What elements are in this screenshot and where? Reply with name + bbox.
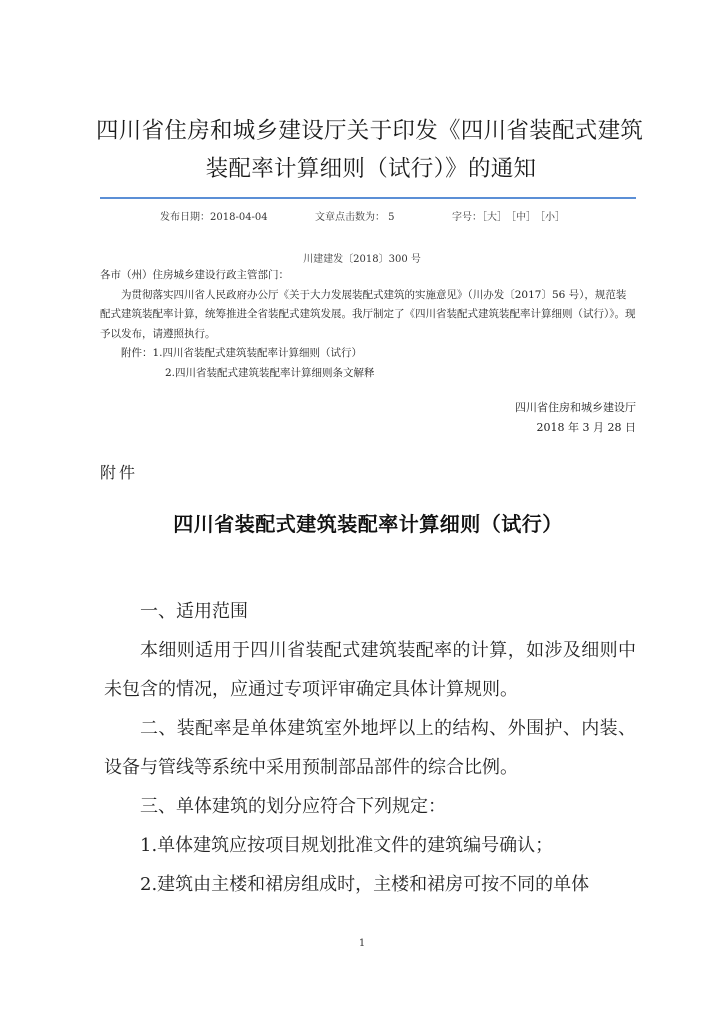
issue-date: 2018 年 3 月 28 日 — [536, 421, 636, 434]
list-item: 2.建筑由主楼和裙房组成时，主楼和裙房可按不同的单体 — [140, 874, 590, 895]
font-size-large-link[interactable]: ［大］ — [482, 212, 507, 223]
notice-title — [96, 112, 644, 188]
font-size-medium-link[interactable]: ［中］ — [511, 212, 536, 223]
section-heading: 一、适用范围 — [140, 601, 248, 622]
attachment-label: 附件 — [100, 463, 139, 482]
page-number: 1 — [358, 938, 366, 949]
notice-letter — [100, 266, 636, 383]
issuer-name: 四川省住房和城乡建设厅 — [515, 401, 636, 414]
body-paragraph: 三、单体建筑的划分应符合下列规定： — [140, 796, 446, 817]
attachment-title: 四川省装配式建筑装配率计算细则（试行） — [173, 512, 563, 536]
document-number: 川建建发〔2018〕300 号 — [303, 254, 421, 265]
font-size-selector — [452, 208, 569, 223]
publish-date: 发布日期：2018-04-04 — [160, 212, 268, 223]
salutation: 各市（州）住房城乡建设行政主管部门： — [100, 269, 289, 281]
body-paragraph: 本细则适用于四川省装配式建筑装配率的计算，如涉及细则中未包含的情况，应通过专项评审确定具体计算规则。 — [104, 640, 636, 700]
attachment-item-2: 2.四川省装配式建筑装配率计算细则条文解释 — [165, 366, 375, 379]
body-paragraph: 二、装配率是单体建筑室外地坪以上的结构、外围护、内装、设备与管线等系统中采用预制部品部件的综合比例。 — [104, 718, 636, 778]
title-divider — [100, 197, 636, 199]
notice-title-line-1: 四川省住房和城乡建设厅关于印发《四川省装配式建筑 — [96, 118, 644, 144]
font-size-small-link[interactable]: ［小］ — [540, 212, 565, 223]
signature-block — [515, 398, 636, 438]
notice-title-line-2: 装配率计算细则（试行）》的通知 — [205, 156, 537, 182]
list-item: 1.单体建筑应按项目规划批准文件的建筑编号确认； — [140, 835, 554, 856]
attachment-body — [104, 592, 636, 904]
attachment-item-1: 附件：1.四川省装配式建筑装配率计算细则（试行） — [121, 347, 363, 359]
click-count: 文章点击数为： 5 — [315, 212, 395, 223]
font-size-label: 字号： — [452, 212, 482, 223]
letter-paragraph: 为贯彻落实四川省人民政府办公厅《关于大力发展装配式建筑的实施意见》（川办发〔2017〕56 号），规范装配式建筑装配率计算，统筹推进全省装配式建筑发展。我厅制定了《四川省装配式建筑装配率计算细则（试行）》。现予以发布，请遵照执行。 — [100, 288, 636, 340]
